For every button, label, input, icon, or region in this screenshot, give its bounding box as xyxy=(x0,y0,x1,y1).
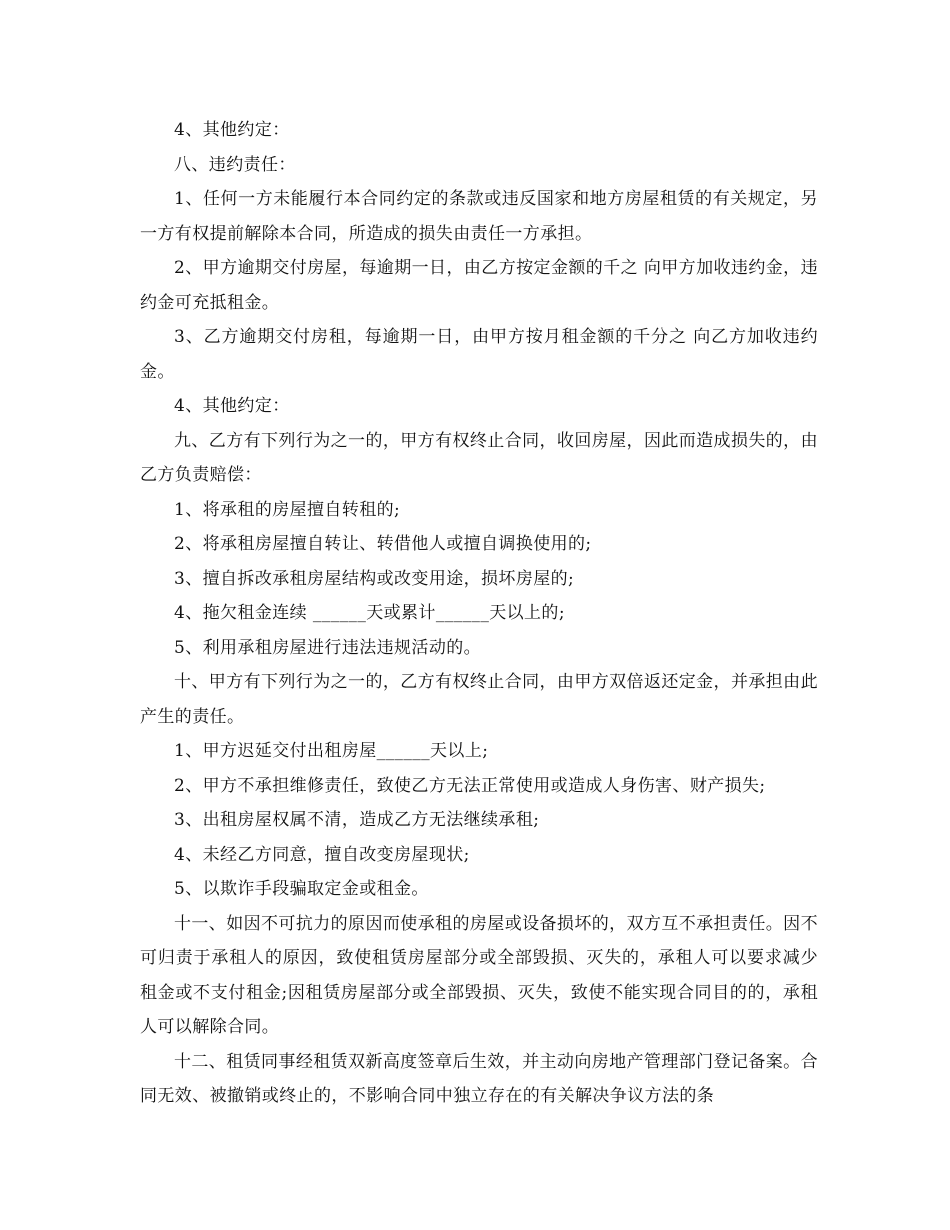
paragraph: 1、任何一方未能履行本合同约定的条款或违反国家和地方房屋租赁的有关规定，另一方有权提前解除本合同，所造成的损失由责任一方承担。 xyxy=(140,189,818,244)
paragraph: 2、甲方逾期交付房屋，每逾期一日，由乙方按定金额的千之 向甲方加收违约金，违约金可充抵租金。 xyxy=(140,258,818,313)
list-item: 2、甲方不承担维修责任，致使乙方无法正常使用或造成人身伤害、财产损失; xyxy=(174,775,766,796)
section-heading: 十、甲方有下列行为之一的，乙方有权终止合同，由甲方双倍返还定金，并承担由此产生的责任。 xyxy=(140,672,818,727)
list-item: 2、将承租房屋擅自转让、转借他人或擅自调换使用的; xyxy=(174,534,592,554)
section-heading: 八、违约责任： xyxy=(174,154,296,175)
list-item: 5、利用承租房屋进行违法违规活动的。 xyxy=(174,637,482,658)
list-item: 5、以欺诈手段骗取定金或租金。 xyxy=(174,879,429,899)
document-body xyxy=(140,113,818,1114)
list-item: 1、甲方迟延交付出租房屋______天以上; xyxy=(174,741,489,761)
section-heading: 九、乙方有下列行为之一的，甲方有权终止合同，收回房屋，因此而造成损失的，由乙方负责赔偿： xyxy=(140,430,818,485)
list-item: 4、未经乙方同意，擅自改变房屋现状; xyxy=(174,844,470,865)
section-paragraph: 十二、租赁同事经租赁双新高度签章后生效，并主动向房地产管理部门登记备案。合同无效、被撤销或终止的，不影响合同中独立存在的有关解决争议方法的条 xyxy=(140,1051,818,1106)
list-item: 1、将承租的房屋擅自转租的; xyxy=(174,499,401,520)
paragraph: 4、其他约定： xyxy=(174,396,290,416)
list-item: 4、拖欠租金连续 ______天或累计______天以上的; xyxy=(174,603,565,623)
list-item: 3、出租房屋权属不清，造成乙方无法继续承租; xyxy=(174,810,540,830)
paragraph: 3、乙方逾期交付房租，每逾期一日，由甲方按月租金额的千分之 向乙方加收违约金。 xyxy=(140,327,818,382)
section-paragraph: 十一、如因不可抗力的原因而使承租的房屋或设备损坏的，双方互不承担责任。因不可归责于承租人的原因，致使租赁房屋部分或全部毁损、灭失的，承租人可以要求减少租金或不支付租金;因租赁房屋部分或全部毁损、灭失，致使不能实现合同目的的，承租人可以解除合同。 xyxy=(140,913,818,1037)
list-item: 3、擅自拆改承租房屋结构或改变用途，损坏房屋的; xyxy=(174,568,575,589)
paragraph: 4、其他约定： xyxy=(174,120,290,140)
